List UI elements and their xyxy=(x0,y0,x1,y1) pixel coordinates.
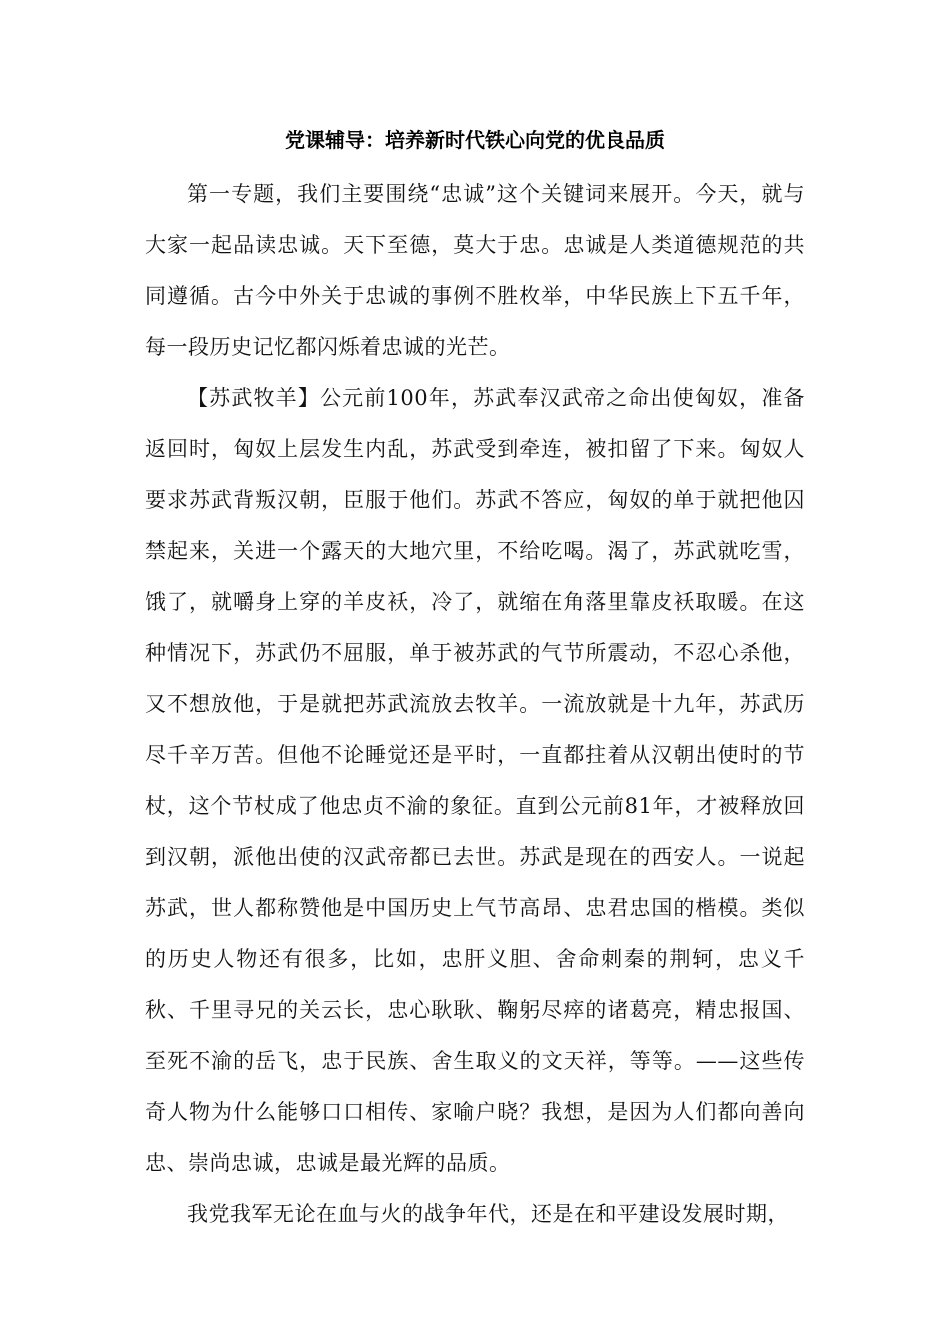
document-title: 党课辅导：培养新时代铁心向党的优良品质 xyxy=(285,128,665,152)
document-body xyxy=(145,169,805,1240)
paragraph-intro: 第一专题，我们主要围绕“忠诚”这个关键词来展开。今天，就与大家一起品读忠诚。天下至德，莫大于忠。忠诚是人类道德规范的共同遵循。古今中外关于忠诚的事例不胜枚举，中华民族上下五千年，每一段历史记忆都闪烁着忠诚的光芒。 xyxy=(145,182,805,359)
paragraph-party-army: 我党我军无论在血与火的战争年代，还是在和平建设发展时期， xyxy=(187,1202,789,1226)
paragraph-su-wu: 【苏武牧羊】公元前100年，苏武奉汉武帝之命出使匈奴，准备返回时，匈奴上层发生内乱，苏武受到牵连，被扣留了下来。匈奴人要求苏武背叛汉朝，臣服于他们。苏武不答应，匈奴的单于就把他囚禁起来，关进一个露天的大地穴里，不给吃喝。渴了，苏武就吃雪，饿了，就嚼身上穿的羊皮袄，冷了，就缩在角落里靠皮袄取暖。在这种情况下，苏武仍不屈服，单于被苏武的气节所震动，不忍心杀他，又不想放他，于是就把苏武流放去牧羊。一流放就是十九年，苏武历尽千辛万苦。但他不论睡觉还是平时，一直都拄着从汉朝出使时的节杖，这个节杖成了他忠贞不渝的象征。直到公元前81年，才被释放回到汉朝，派他出使的汉武帝都已去世。苏武是现在的西安人。一说起苏武，世人都称赞他是中国历史上气节高昂、忠君忠国的楷模。类似的历史人物还有很多，比如，忠肝义胆、舍命刺秦的荆轲，忠义千秋、千里寻兄的关云长，忠心耿耿、鞠躬尽瘁的诸葛亮，精忠报国、至死不渝的岳飞，忠于民族、舍生取义的文天祥，等等。——这些传奇人物为什么能够口口相传、家喻户晓？我想，是因为人们都向善向忠、崇尚忠诚，忠诚是最光辉的品质。 xyxy=(145,386,805,1175)
